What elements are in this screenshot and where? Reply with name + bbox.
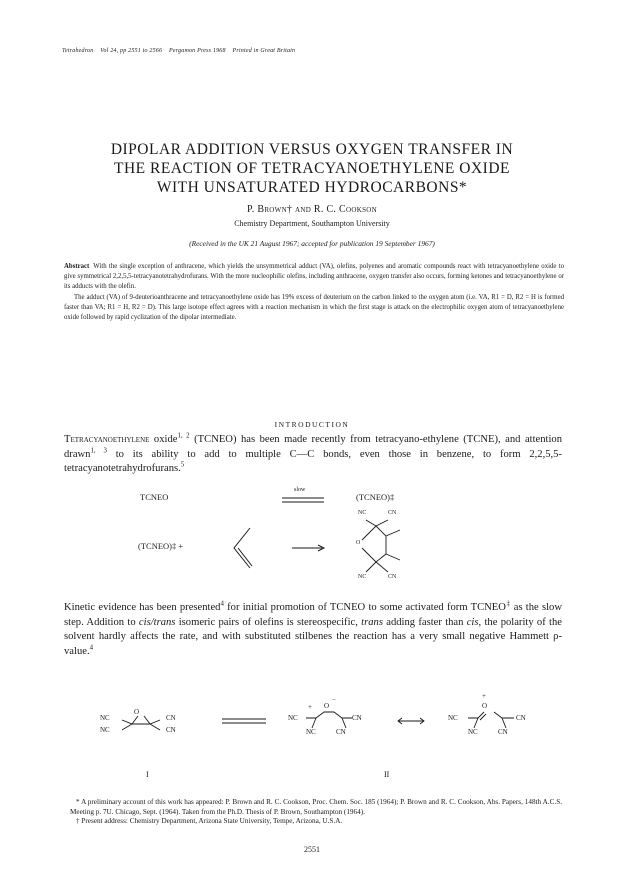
title-line-2: THE REACTION OF TETRACYANOETHYLENE OXIDE — [114, 160, 510, 177]
scheme-activated-plus: (TCNEO)‡ + — [138, 541, 184, 551]
resonance-arrow-icon — [396, 716, 426, 726]
abstract — [64, 262, 564, 323]
s3-plus: + — [482, 692, 486, 700]
s2-nc-left: NC — [288, 714, 298, 722]
title-line-1: DIPOLAR ADDITION VERSUS OXYGEN TRANSFER IN — [110, 141, 514, 158]
intro-text-c: to its ability to add to multiple C—C bonds, even those in benzene, to form 2,2,5,5-tetracyanotetrahydrofurans. — [64, 448, 563, 475]
scheme-tcneo: TCNEO — [140, 492, 169, 502]
intro-first-word: Tetracyanoethylene — [64, 434, 150, 445]
ref-4b: 4 — [89, 644, 94, 652]
abstract-paragraph-1 — [64, 262, 564, 293]
s3-nc-left: NC — [448, 714, 458, 722]
activated-mark: ‡ — [505, 600, 511, 608]
journal-printed: Printed in Great Britain — [232, 48, 296, 54]
introduction-heading: INTRODUCTION — [274, 420, 350, 429]
numeral-i: I — [146, 770, 149, 779]
kinetic-trans: trans — [361, 616, 383, 628]
title-line-3: WITH UNSATURATED HYDROCARBONS* — [156, 179, 468, 196]
ref-1-2: 1, 2 — [177, 432, 190, 440]
kinetic-text-e: adding faster than — [382, 616, 467, 628]
numeral-ii: II — [384, 770, 390, 779]
s1-oxygen: O — [134, 708, 140, 716]
footnote-1: * A preliminary account of this work has appeared: P. Brown and R. C. Cookson, Proc. Chem. Soc. 185 (1964); P. Brown and R. C. Cookson, Abs. Papers, 148th A.C.S. Meeting p. 7U. Chicago, Sept. (1964). Taken from the Ph.D. Thesis of P. Brown, Southampton (1964). — [70, 798, 562, 816]
intro-text-b: (TCNEO) has been made recently from tetracyano-ethylene (TCNE), and attention drawn — [64, 434, 563, 460]
affiliation: Chemistry Department, Southampton University — [234, 219, 390, 228]
s2-plus: + — [308, 703, 312, 711]
kinetic-cis: cis — [466, 616, 479, 628]
ref-1-3: 1, 3 — [90, 447, 107, 455]
s3-cn-bottom: CN — [498, 728, 508, 736]
s3-oxygen: O — [482, 702, 488, 710]
s1-cn-top: CN — [166, 714, 176, 722]
introduction-paragraph — [64, 433, 562, 477]
kinetic-text-c: as the slow step. Addition to — [64, 602, 562, 628]
ref-4: 4 — [220, 600, 224, 608]
abstract-text-1: With the single exception of anthracene, which yields the unsymmetrical adduct (VA), olefins, polyenes and aromatic compounds react with tetracyanoethylene oxide to give symmetrical 2,2,5,5-tetracyanotetrahydrofurans. With the more nucleophilic olefins, including anthracene, oxygen transfer also occurs, forming ketones and tetracyanoethylene or its adducts with the olefin. — [64, 263, 564, 291]
journal-citation: Vol 24, pp 2551 to 2566 — [100, 48, 163, 54]
ylide-bonds-icon — [464, 706, 520, 734]
article-title — [30, 140, 594, 197]
authors: P. Brown† and R. C. Cookson — [247, 204, 377, 215]
kinetic-text-f: , the polarity of the solvent hardly affects the rate, and with substituted stilbenes the reaction has a very small negative Hammett ρ-value. — [64, 616, 562, 657]
ring-nc-top: NC — [358, 510, 367, 516]
kinetic-paragraph — [64, 601, 562, 659]
carbonyl-ylide-bonds-icon — [302, 706, 356, 734]
journal-name: Tetrahedron — [62, 48, 94, 54]
s2-oxygen: O — [324, 702, 330, 710]
s1-nc-top: NC — [100, 714, 110, 722]
s1-cn-bottom: CN — [166, 726, 176, 734]
tetrahydrofuran-ring-icon — [348, 514, 418, 578]
s2-minus: − — [332, 696, 336, 704]
journal-header — [62, 48, 562, 54]
abstract-paragraph-2: The adduct (VA) of 9-deuterioanthracene and tetracyanoethylene oxide has 19% excess of deuterium on the carbon linked to the oxygen atom (i.e. VA, R1 = D, R2 = H is formed faster than VA; R1 = H, R2 = D). This large isotope effect agrees with a reaction mechanism in which the first stage is attack on the electrophilic oxygen atom of tetracyanoethylene oxide followed by rapid cyclization of the dipolar intermediate. — [64, 293, 564, 322]
ring-cn-top: CN — [388, 510, 397, 516]
s3-nc-bottom: NC — [468, 728, 478, 736]
equilibrium-arrow-icon — [282, 496, 324, 504]
abstract-label: Abstract — [64, 263, 90, 270]
resonance-structures — [70, 692, 550, 750]
olefin-icon — [228, 524, 258, 572]
s2-cn-bottom: CN — [336, 728, 346, 736]
footnote-2: † Present address: Chemistry Department, Arizona State University, Tempe, Arizona, U.S.A. — [76, 817, 343, 825]
reaction-arrow-icon — [292, 544, 326, 552]
kinetic-text-d: isomeric pairs of olefins is stereospecific, — [175, 616, 362, 628]
page-number: 2551 — [304, 845, 320, 854]
received-dates: (Received in the UK 21 August 1967; accepted for publication 19 September 1967) — [189, 239, 435, 248]
ring-cn-bottom: CN — [388, 574, 397, 580]
s3-cn-right: CN — [516, 714, 526, 722]
intro-text-a: oxide — [149, 434, 178, 445]
s1-nc-bottom: NC — [100, 726, 110, 734]
scheme-activated-tcneo: (TCNEO)‡ — [356, 492, 395, 502]
s2-cn-right: CN — [352, 714, 362, 722]
footnotes — [70, 798, 562, 827]
kinetic-text-b: for initial promotion of TCNEO to some activated form TCNEO — [223, 602, 506, 613]
epoxide-bonds-icon — [114, 708, 168, 738]
kinetic-text-a: Kinetic evidence has been presented — [64, 602, 221, 613]
s2-nc-bottom: NC — [306, 728, 316, 736]
equilibrium-arrow-icon — [222, 716, 266, 726]
reaction-scheme — [120, 487, 520, 590]
kinetic-cis-trans: cis/trans — [138, 616, 176, 628]
journal-publisher: Pergamon Press 1968 — [169, 48, 226, 54]
ring-oxygen: O — [356, 540, 361, 546]
scheme-slow-label: slow — [294, 487, 306, 493]
ref-5: 5 — [180, 461, 185, 469]
ring-nc-bottom: NC — [358, 574, 367, 580]
